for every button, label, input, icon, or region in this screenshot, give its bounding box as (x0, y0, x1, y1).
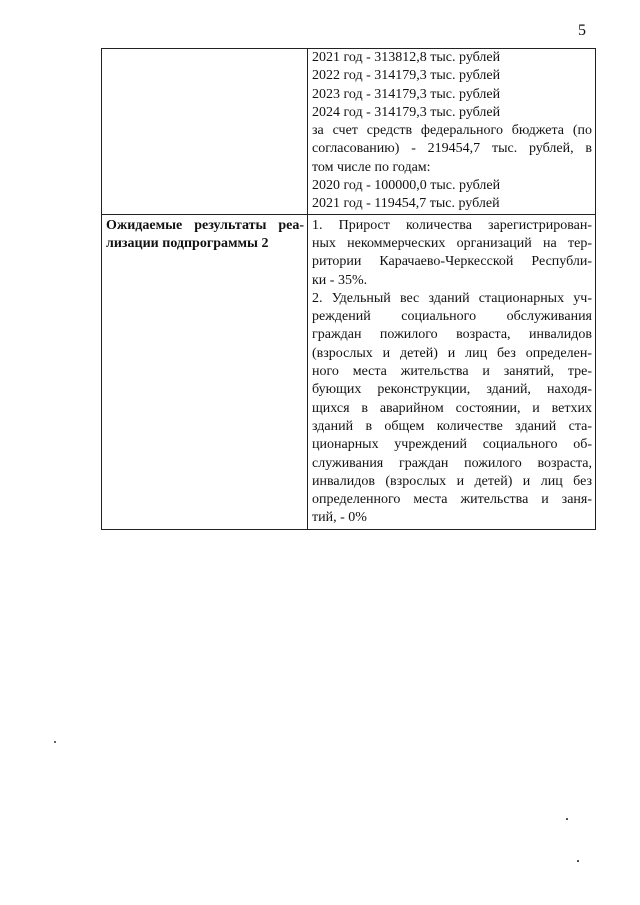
result-item-2-line: реждений социального обслуживания (312, 309, 592, 325)
results-label-line: лизации подпрограммы 2 (106, 235, 269, 251)
subprogram-table (101, 48, 596, 530)
result-item-2-line: служивания граждан пожилого возраста, (312, 455, 592, 471)
scan-speck (577, 860, 579, 862)
scan-speck (566, 818, 568, 820)
federal-year-line: 2021 год - 119454,7 тыс. рублей (312, 196, 500, 212)
result-item-2-line: 2. Удельный вес зданий стационарных уч- (312, 290, 592, 306)
results-row (102, 214, 596, 529)
result-item-1-line: 1. Прирост количества зарегистрирован- (312, 217, 592, 233)
results-label-cell (102, 214, 308, 529)
results-label-line: Ожидаемые результаты реа- (106, 217, 304, 233)
funding-year-line: 2022 год - 314179,3 тыс. рублей (312, 68, 501, 84)
federal-budget-line: том числе по годам: (312, 159, 431, 175)
funding-year-line: 2021 год - 313812,8 тыс. рублей (312, 50, 501, 65)
results-value-cell (308, 214, 596, 529)
funding-value-cell (308, 49, 596, 215)
result-item-2-line: инвалидов (взрослых и детей) и лиц без (312, 473, 592, 489)
result-item-2-line: зданий в общем количестве зданий ста- (312, 418, 592, 434)
result-item-2-line: бующих реконструкции, зданий, находя- (312, 382, 592, 398)
page-number: 5 (578, 22, 586, 39)
result-item-1-line: ки - 35%. (312, 272, 368, 288)
scan-speck (54, 741, 56, 743)
result-item-2-line: ционарных учреждений социального об- (312, 437, 592, 453)
federal-year-line: 2020 год - 100000,0 тыс. рублей (312, 178, 501, 194)
result-item-1-line: ных некоммерческих организаций на тер- (312, 235, 592, 251)
funding-year-line: 2023 год - 314179,3 тыс. рублей (312, 86, 501, 102)
federal-budget-line: согласованию) - 219454,7 тыс. рублей, в (312, 141, 592, 157)
result-item-2-line: определенного места жительства и заня- (312, 492, 592, 508)
funding-row (102, 49, 596, 215)
result-item-2-line: тий, - 0% (312, 510, 367, 526)
result-item-2-line: ного места жительства и занятий, тре- (312, 364, 592, 380)
result-item-2-line: щихся в аварийном состоянии, и ветхих (312, 400, 592, 416)
funding-year-line: 2024 год - 314179,3 тыс. рублей (312, 104, 501, 120)
federal-budget-line: за счет средств федерального бюджета (по (312, 123, 592, 139)
result-item-2-line: (взрослых и детей) и лиц без определен- (312, 345, 592, 361)
funding-label-cell (102, 49, 308, 215)
result-item-2-line: граждан пожилого возраста, инвалидов (312, 327, 592, 343)
result-item-1-line: ритории Карачаево-Черкесской Республи- (312, 254, 592, 270)
